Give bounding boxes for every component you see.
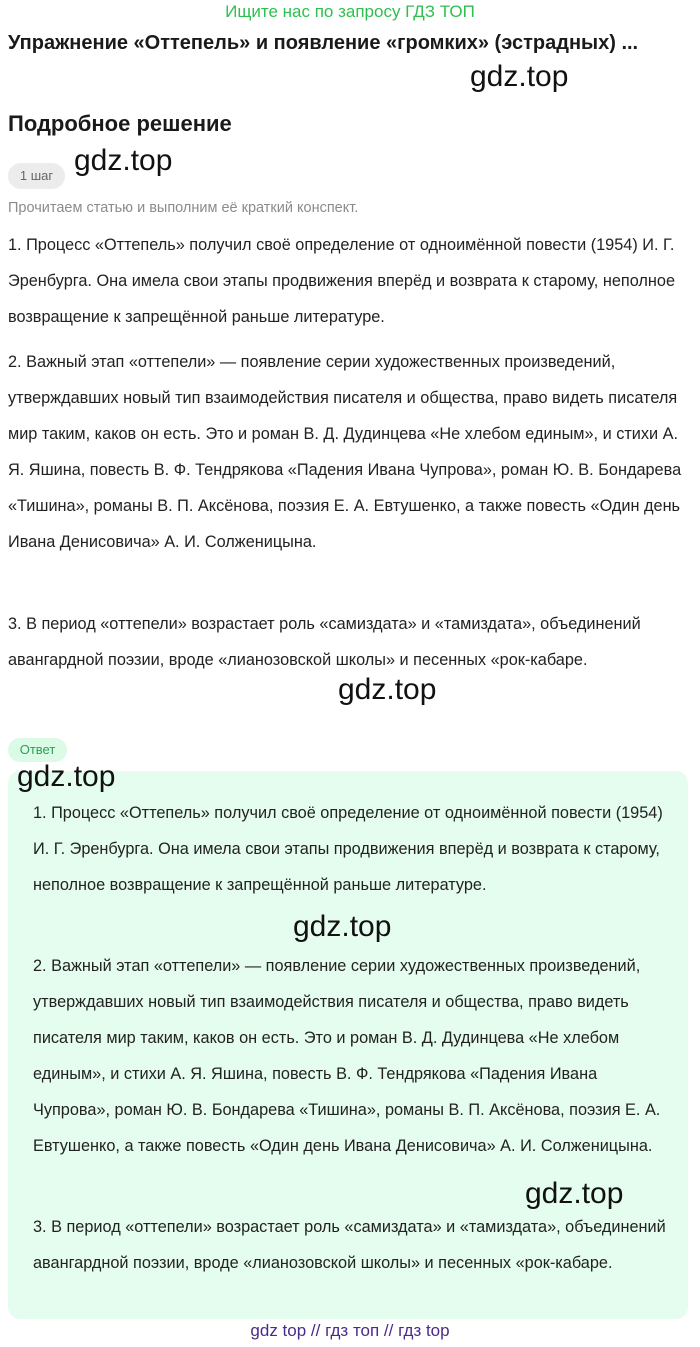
watermark: gdz.top [293,910,392,943]
step-badge: 1 шаг [8,163,65,189]
watermark: gdz.top [470,60,569,93]
answer-paragraph-2: 2. Важный этап «оттепели» — появление серии художественных произведений, утверждавших новый тип взаимодействия писателя и общества, право видеть писателя мир таким, каков он есть. Это и роман В. Д. Дудинцева «Не хлебом единым», и стихи А. Я. Яшина, повесть В. Ф. Тендрякова «Падения Ивана Чупрова», роман Ю. В. Бондарева «Тишина», романы В. П. Аксёнова, поэзия Е. А. Евтушенко, а также повесть «Один день Ивана Денисовича» А. И. Солженицына. [33,957,661,1155]
solution-paragraph-1: 1. Процесс «Оттепель» получил своё определение от одноимённой повести (1954) И. Г. Эренбурга. Она имела свои этапы продвижения вперёд и возврата к старому, неполное возвращение к запрещённой раньше литературе. [8,236,676,326]
answer-badge: Ответ [8,738,67,762]
watermark: gdz.top [525,1177,624,1210]
intro-text: Прочитаем статью и выполним её краткий конспект. [8,200,359,216]
section-title: Подробное решение [8,111,232,136]
watermark: gdz.top [74,144,173,177]
page-title: Упражнение «Оттепель» и появление «громких» (эстрадных) ... [8,32,639,54]
watermark: gdz.top [338,673,437,706]
answer-paragraph-1: 1. Процесс «Оттепель» получил своё определение от одноимённой повести (1954) И. Г. Эренбурга. Она имела свои этапы продвижения вперёд и возврата к старому, неполное возвращение к запрещённой раньше литературе. [33,804,663,894]
search-banner: Ищите нас по запросу ГДЗ ТОП [225,2,475,21]
solution-paragraph-2: 2. Важный этап «оттепели» — появление серии художественных произведений, утверждавших новый тип взаимодействия писателя и общества, право видеть писателя мир таким, каков он есть. Это и роман В. Д. Дудинцева «Не хлебом единым», и стихи А. Я. Яшина, повесть В. Ф. Тендрякова «Падения Ивана Чупрова», роман Ю. В. Бондарева «Тишина», романы В. П. Аксёнова, поэзия Е. А. Евтушенко, а также повесть «Один день Ивана Денисовича» А. И. Солженицына. [8,353,682,551]
answer-paragraph-3: 3. В период «оттепели» возрастает роль «самиздата» и «тамиздата», объединений авангардной поэзии, вроде «лианозовской школы» и песенных «рок-кабаре. [33,1218,666,1272]
watermark: gdz.top [17,760,116,793]
footer-links: gdz top // гдз топ // гдз top [250,1321,450,1340]
solution-paragraph-3: 3. В период «оттепели» возрастает роль «самиздата» и «тамиздата», объединений авангардной поэзии, вроде «лианозовской школы» и песенных «рок-кабаре. [8,615,641,669]
